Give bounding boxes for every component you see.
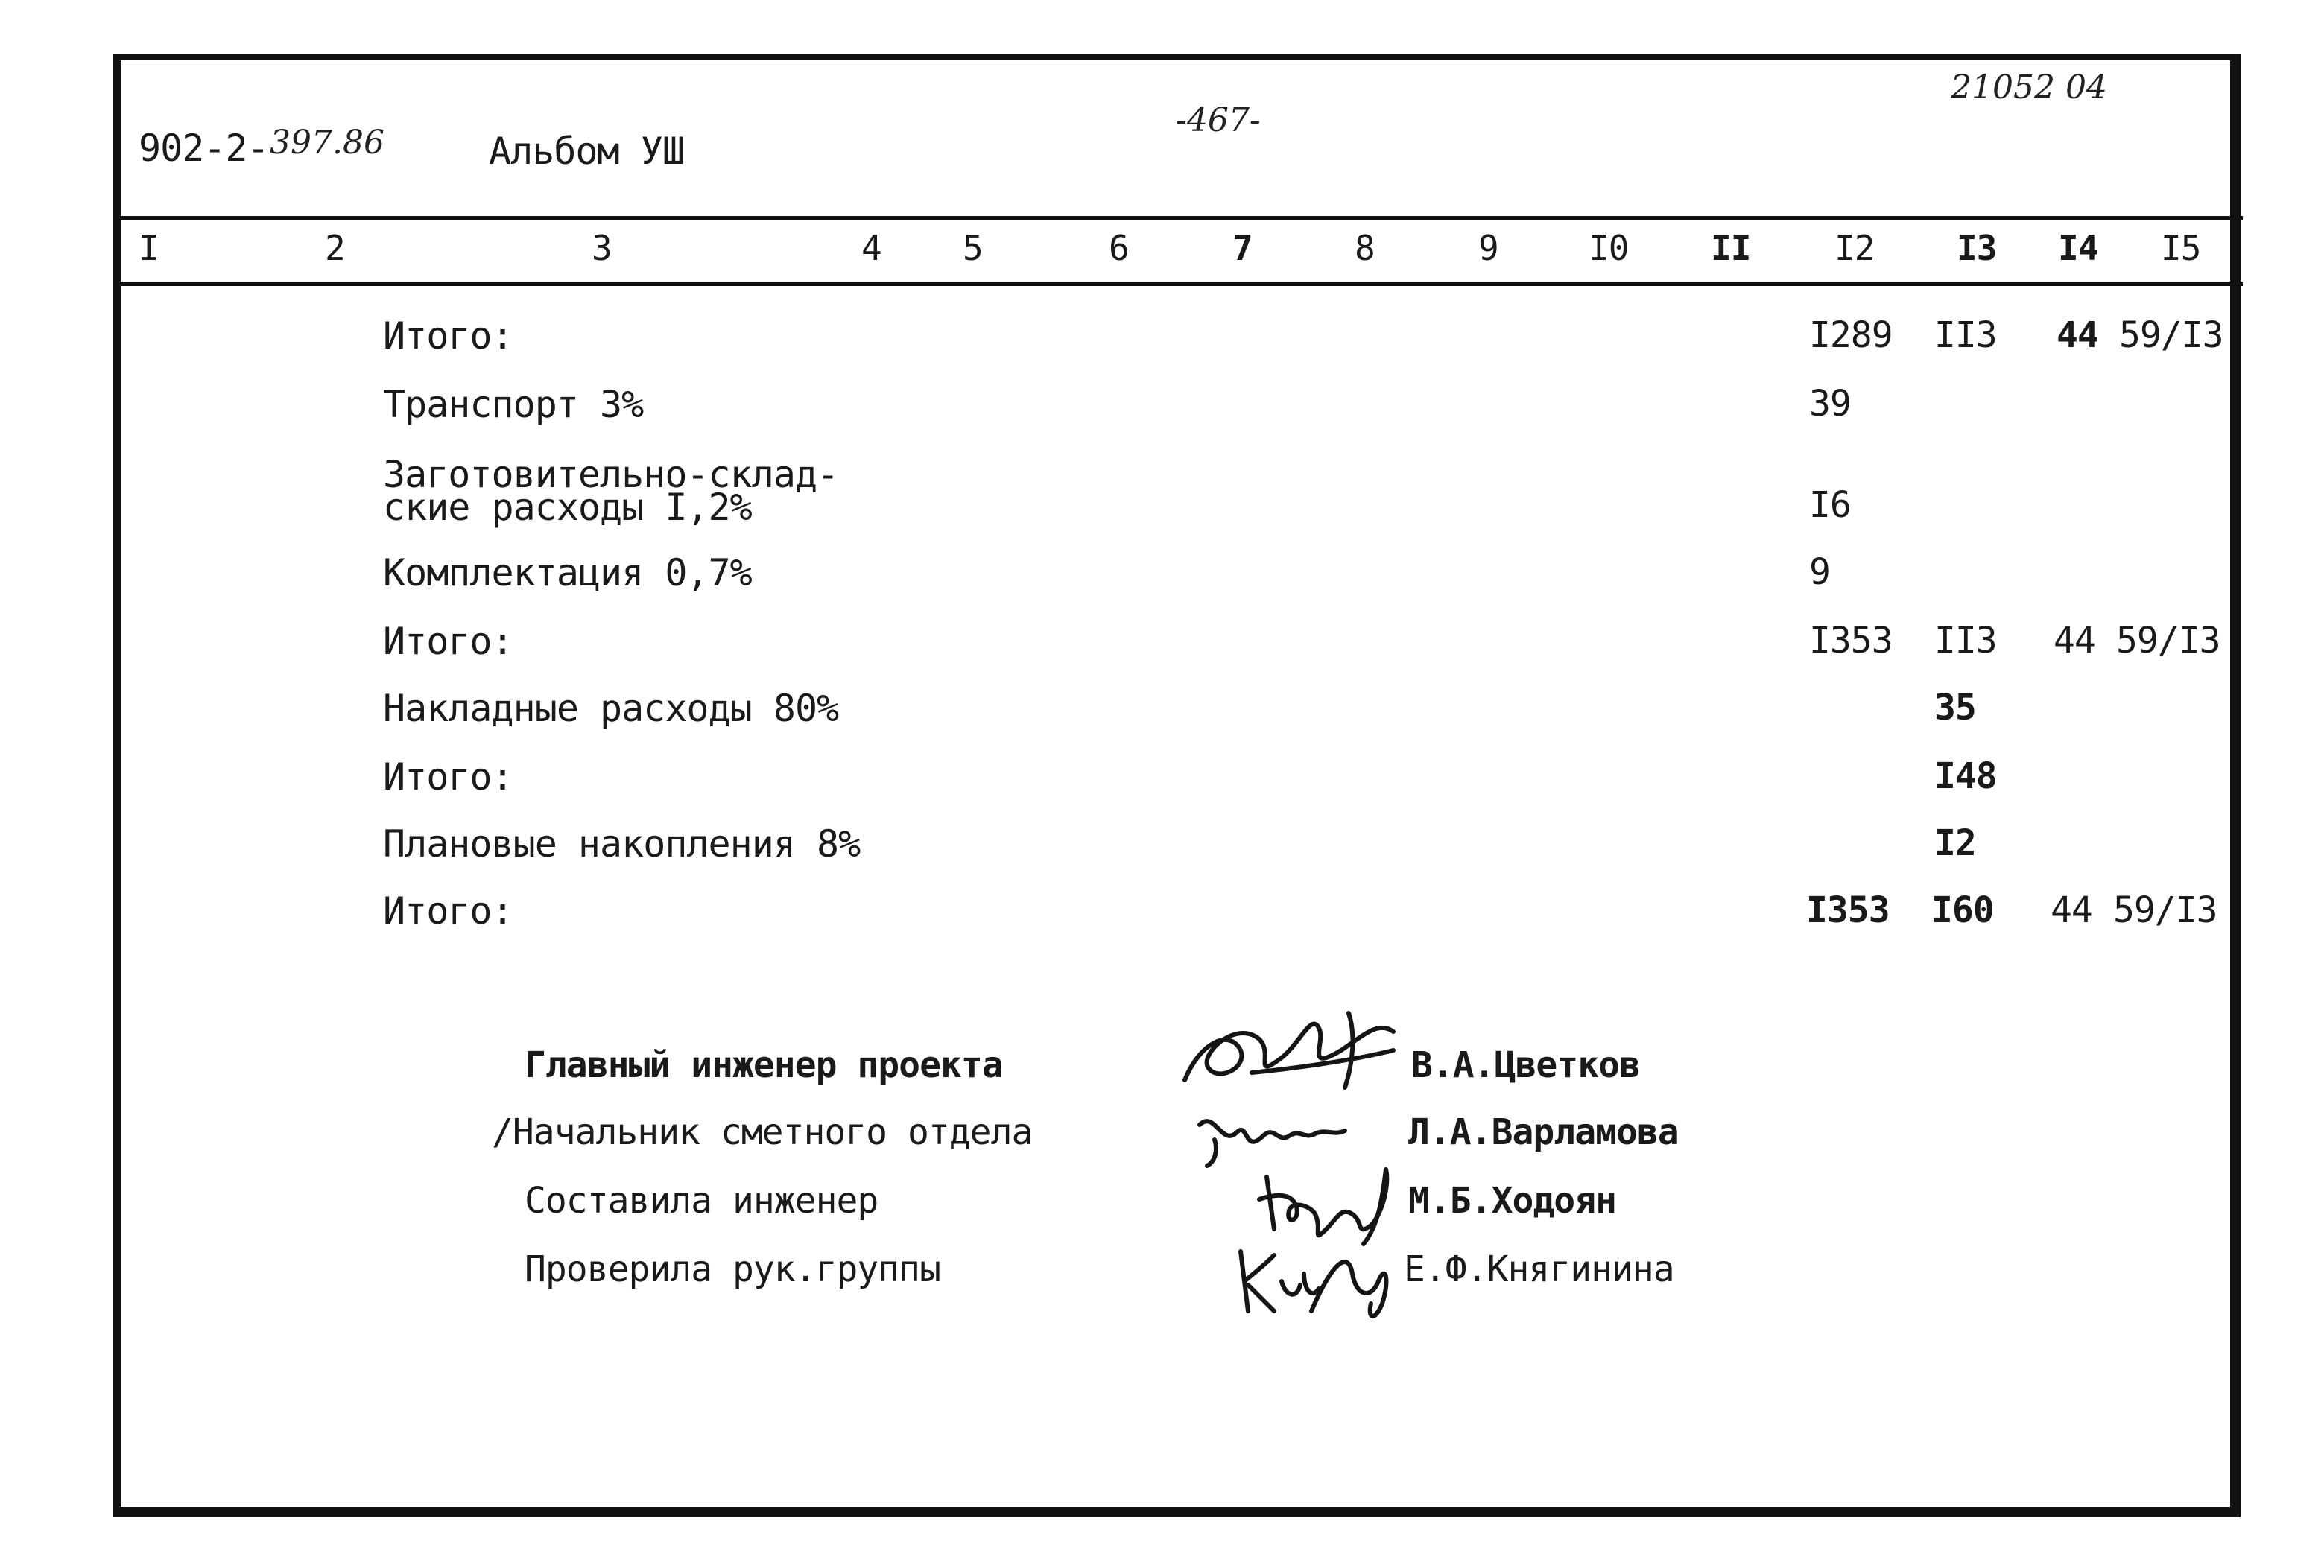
document-code-handwritten: 397.86: [270, 124, 384, 162]
column-number: I0: [1589, 228, 1629, 268]
signature-name: В.А.Цветков: [1411, 1044, 1640, 1086]
signature-role: Главный инженер проекта: [525, 1044, 1003, 1086]
inventory-number: 21052 04: [1951, 69, 2107, 107]
column-number: 3: [592, 228, 612, 268]
column-number: I: [139, 228, 159, 268]
cell-col13: II3: [1934, 620, 1997, 661]
column-number: I5: [2161, 228, 2201, 268]
document-code: 902-2-: [139, 127, 269, 170]
cell-col15: 59/I3: [2116, 620, 2220, 661]
signature-name: Л.А.Варламова: [1408, 1111, 1679, 1153]
cell-col12: 9: [1809, 551, 1830, 593]
signature-role: Составила инженер: [525, 1180, 878, 1222]
row-label: Транспорт 3%: [383, 383, 644, 426]
row-label: Итого:: [383, 889, 513, 933]
cell-col12: I353: [1809, 620, 1893, 661]
page-number: -467-: [1176, 101, 1261, 139]
cell-col12: I289: [1809, 314, 1893, 356]
row-label: Плановые накопления 8%: [383, 822, 861, 866]
signature-role: Проверила рук.группы: [525, 1248, 940, 1290]
column-number: 5: [963, 228, 983, 268]
column-number: I2: [1834, 228, 1875, 268]
cell-col12: I353: [1806, 889, 1890, 931]
cell-col13: I48: [1934, 755, 1997, 797]
header-top-rule: [121, 216, 2243, 220]
header-bottom-rule: [121, 282, 2243, 286]
cell-col13: II3: [1934, 314, 1997, 356]
album-label: Альбом УШ: [489, 130, 684, 173]
column-number: 2: [325, 228, 345, 268]
cell-col14: 44: [2057, 314, 2098, 356]
cell-col12: 39: [1809, 383, 1851, 425]
signature-name: Е.Ф.Княгинина: [1404, 1248, 1674, 1290]
cell-col14: 44: [2051, 889, 2092, 931]
row-label: Итого:: [383, 620, 513, 663]
column-number: I3: [1957, 228, 1997, 268]
row-label: Комплектация 0,7%: [383, 551, 752, 594]
cell-col12: I6: [1809, 484, 1851, 526]
cell-col15: 59/I3: [2119, 314, 2223, 356]
row-label: Накладные расходы 80%: [383, 687, 839, 730]
column-number: 8: [1355, 228, 1375, 268]
signature-scribble-knyaginina: [1229, 1229, 1408, 1326]
cell-col13: I2: [1934, 822, 1976, 864]
cell-col14: 44: [2054, 620, 2095, 661]
row-label: Заготовительно-склад-: [383, 453, 839, 496]
column-number: I4: [2058, 228, 2098, 268]
signature-name: М.Б.Ходоян: [1408, 1180, 1616, 1222]
column-number: 9: [1478, 228, 1498, 268]
signature-role: /Начальник сметного отдела: [492, 1111, 1033, 1153]
cell-col13: I60: [1931, 889, 1994, 931]
row-label: Итого:: [383, 755, 513, 799]
row-label: Итого:: [383, 314, 513, 358]
column-number: II: [1711, 228, 1751, 268]
column-number: 4: [861, 228, 881, 268]
cell-col13: 35: [1934, 687, 1976, 729]
column-number: 6: [1109, 228, 1129, 268]
row-label-continuation: ские расходы I,2%: [383, 486, 752, 529]
column-number: 7: [1232, 228, 1253, 268]
signature-scribble-tsvetkov: [1170, 998, 1408, 1102]
cell-col15: 59/I3: [2113, 889, 2217, 931]
